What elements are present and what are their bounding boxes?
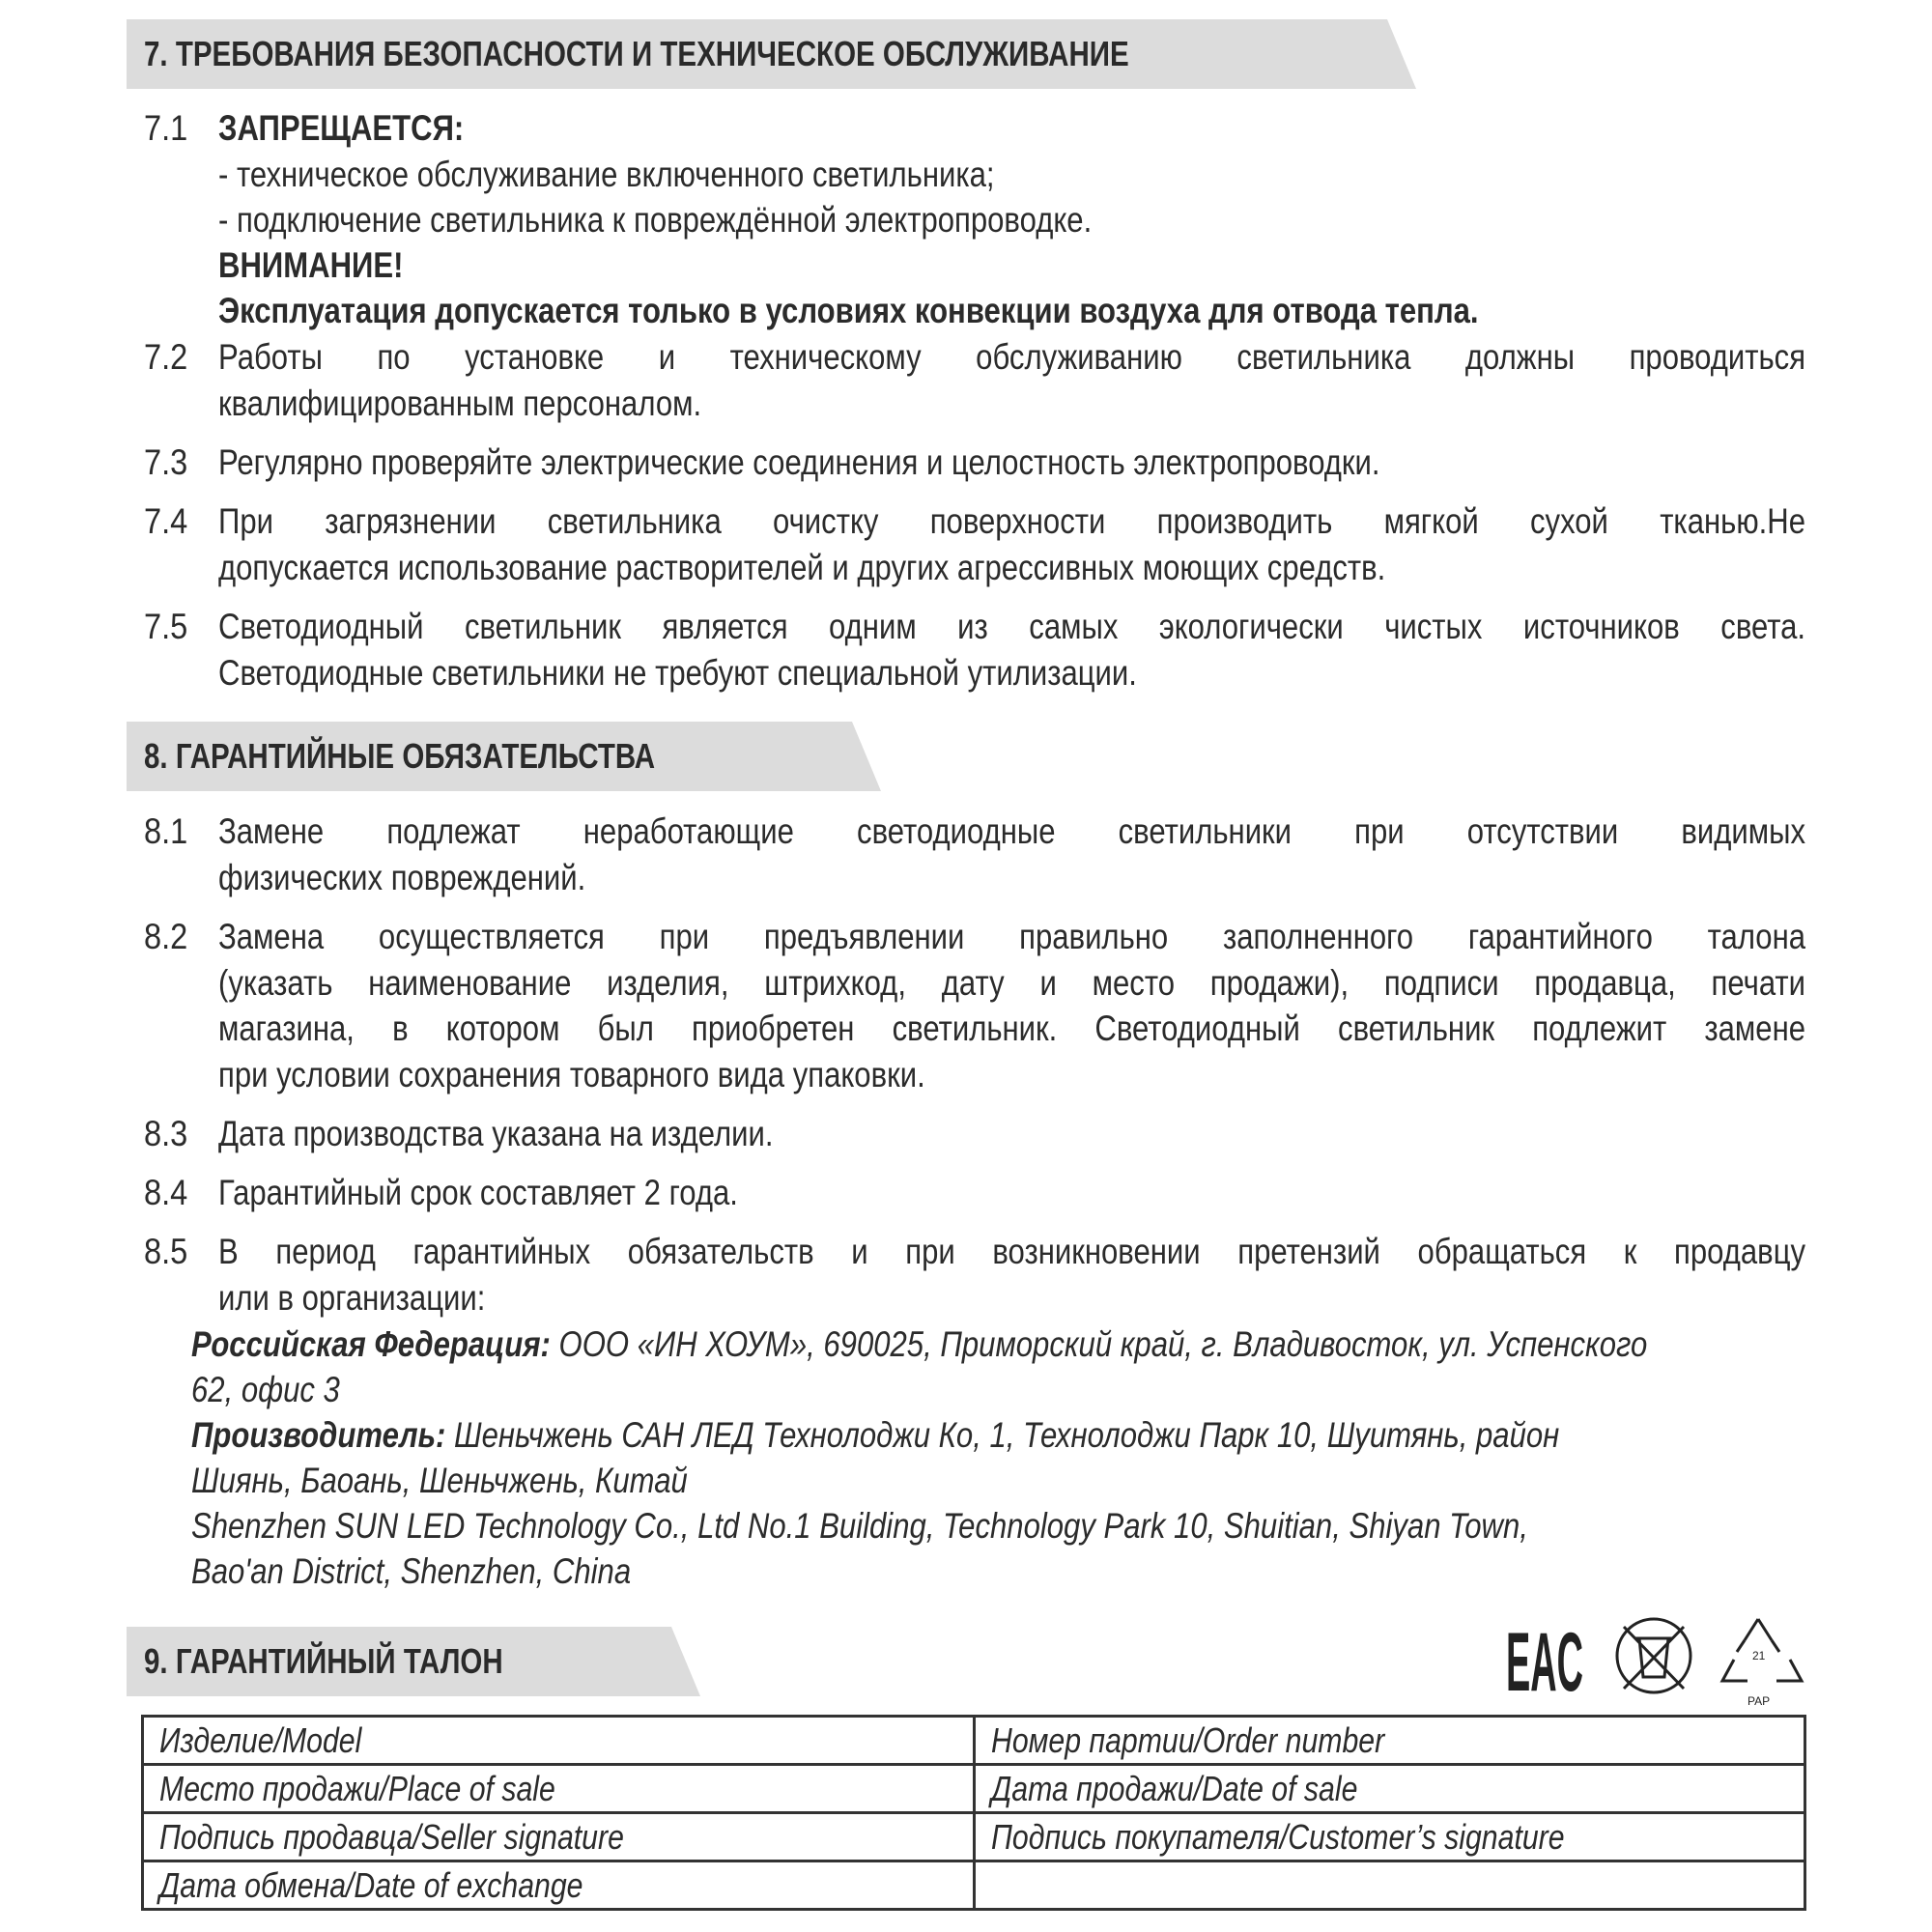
- item-8-2-line-1: Замена осуществляется при предъявлении правильно заполненного гарантийного талона: [218, 917, 1806, 956]
- item-8-5-line-2: или в организации:: [218, 1278, 486, 1318]
- item-8-2-line-3: магазина, в котором был приобретен светильник. Светодиодный светильник подлежит замене: [218, 1009, 1806, 1048]
- item-7-4-line-2: допускается использование растворителей и других агрессивных моющих средств.: [218, 548, 1386, 587]
- manufacturer-address: Шеньчжень САН ЛЕД Технолоджи Ко, 1, Технолоджи Парк 10, Шуитянь, район: [445, 1415, 1560, 1455]
- date-of-sale-field: Дата продажи/Date of sale: [974, 1765, 1805, 1813]
- item-7-1-number: 7.1: [144, 108, 188, 148]
- item-7-1-line-2: - подключение светильника к повреждённой электропроводке.: [218, 200, 1093, 240]
- crossed-bin-icon: [1617, 1619, 1690, 1692]
- item-8-2-line-4: при условии сохранения товарного вида упаковки.: [218, 1055, 925, 1094]
- item-7-3-number: 7.3: [144, 442, 188, 482]
- item-7-5-line-1: Светодиодный светильник является одним из самых экологически чистых источников света.: [218, 607, 1806, 646]
- item-8-3-line-1: Дата производства указана на изделии.: [218, 1114, 774, 1153]
- item-7-4-number: 7.4: [144, 501, 188, 541]
- manufacturer-label: Производитель:: [191, 1415, 446, 1455]
- table-row: [143, 1861, 1805, 1910]
- item-7-5-line-2: Светодиодные светильники не требуют специальной утилизации.: [218, 653, 1137, 693]
- manufacturer-address-line-2: Шиянь, Баоань, Шеньчжень, Китай: [191, 1461, 688, 1500]
- item-8-5-line-1: В период гарантийных обязательств и при возникновении претензий обращаться к продавцу: [218, 1232, 1806, 1271]
- eac-mark: EAC: [1506, 1616, 1583, 1708]
- order-number-field: Номер партии/Order number: [974, 1717, 1805, 1765]
- item-8-1-line-1: Замене подлежат неработающие светодиодные светильники при отсутствии видимых: [218, 811, 1806, 851]
- place-of-sale-field: Место продажи/Place of sale: [143, 1765, 975, 1813]
- warning-label: ВНИМАНИЕ!: [218, 245, 404, 285]
- recycling-label: PAP: [1747, 1694, 1771, 1708]
- item-7-2-line-1: Работы по установке и техническому обслуживанию светильника должны проводиться: [218, 337, 1806, 377]
- exchange-date-field: Дата обмена/Date of exchange: [143, 1861, 975, 1910]
- table-row: [143, 1813, 1805, 1861]
- item-8-4-line-1: Гарантийный срок составляет 2 года.: [218, 1173, 738, 1212]
- item-7-1-title: ЗАПРЕЩАЕТСЯ:: [218, 108, 465, 148]
- manufacturer-contact: [191, 1415, 1559, 1456]
- table-row: [143, 1765, 1805, 1813]
- item-8-2-line-2: (указать наименование изделия, штрихкод, дату и место продажи), подписи продавца, печати: [218, 963, 1806, 1003]
- model-field: Изделие/Model: [143, 1717, 975, 1765]
- table-row: [143, 1717, 1805, 1765]
- item-7-5-number: 7.5: [144, 607, 188, 646]
- item-8-1-line-2: физических повреждений.: [218, 858, 586, 897]
- item-7-2-line-2: квалифицированным персоналом.: [218, 384, 702, 423]
- seller-signature-field: Подпись продавца/Seller signature: [143, 1813, 975, 1861]
- empty-cell: [974, 1861, 1805, 1910]
- customer-signature-field: Подпись покупателя/Customer’s signature: [974, 1813, 1805, 1861]
- section-8-heading: 8. ГАРАНТИЙНЫЕ ОБЯЗАТЕЛЬСТВА: [144, 736, 656, 776]
- item-7-3-line-1: Регулярно проверяйте электрические соединения и целостность электропроводки.: [218, 442, 1380, 482]
- item-7-4-line-1: При загрязнении светильника очистку поверхности производить мягкой сухой тканью.Не: [218, 501, 1806, 541]
- section-9-heading: 9. ГАРАНТИЙНЫЙ ТАЛОН: [144, 1641, 503, 1681]
- warning-text: Эксплуатация допускается только в условиях конвекции воздуха для отвода тепла.: [218, 291, 1479, 330]
- manufacturer-address-en-1: Shenzhen SUN LED Technology Co., Ltd No.1 Building, Technology Park 10, Shuitian, Shiyan Town,: [191, 1506, 1528, 1546]
- item-8-5-number: 8.5: [144, 1232, 188, 1271]
- item-7-2-number: 7.2: [144, 337, 188, 377]
- recycling-code: 21: [1752, 1649, 1766, 1662]
- rf-address: ООО «ИН ХОУМ», 690025, Приморский край, г. Владивосток, ул. Успенского: [550, 1324, 1648, 1364]
- certification-marks: [1504, 1611, 1806, 1708]
- rf-address-line-2: 62, офис 3: [191, 1370, 340, 1409]
- warranty-card-table: [141, 1715, 1806, 1911]
- item-7-1-line-1: - техническое обслуживание включенного светильника;: [218, 155, 995, 194]
- section-7-heading: 7. ТРЕБОВАНИЯ БЕЗОПАСНОСТИ И ТЕХНИЧЕСКОЕ ОБСЛУЖИВАНИЕ: [144, 34, 1129, 73]
- item-8-1-number: 8.1: [144, 811, 188, 851]
- manufacturer-address-en-2: Bao'an District, Shenzhen, China: [191, 1551, 632, 1591]
- item-8-3-number: 8.3: [144, 1114, 188, 1153]
- rf-label: Российская Федерация:: [191, 1324, 551, 1364]
- russian-federation-contact: [191, 1324, 1647, 1365]
- item-8-4-number: 8.4: [144, 1173, 188, 1212]
- item-8-2-number: 8.2: [144, 917, 188, 956]
